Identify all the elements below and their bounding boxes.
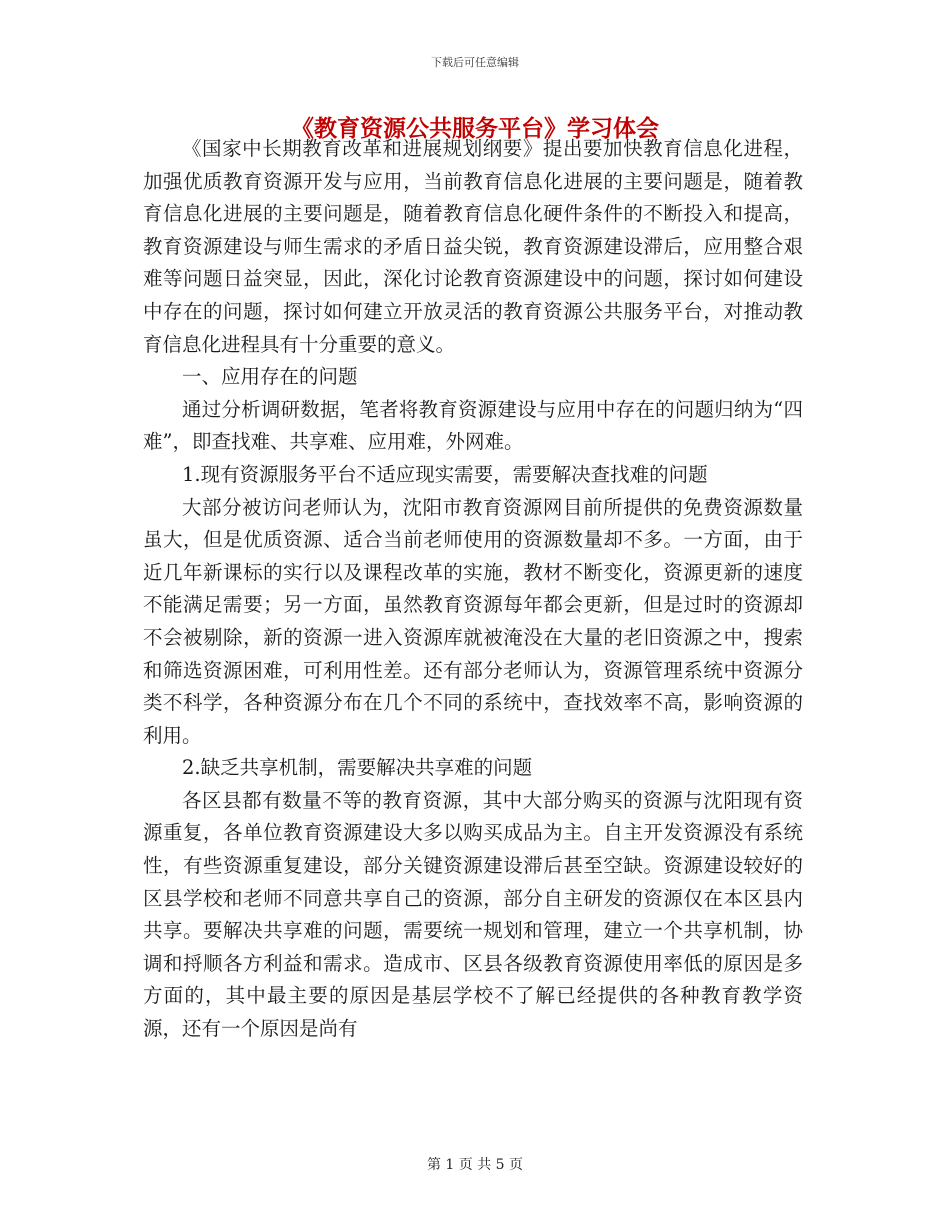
paragraph-four-difficulties: 通过分析调研数据，笔者将教育资源建设与应用中存在的问题归纳为“四难”，即查找难、共享难、应用难，外网难。 [143,397,803,454]
document-title: 《教育资源公共服务平台》学习体会 [291,115,659,142]
paragraph-sharing-difficulty: 各区县都有数量不等的教育资源，其中大部分购买的资源与沈阳现有资源重复，各单位教育资源建设大多以购买成品为主。自主开发资源没有系统性，有些资源重复建设，部分关键资源建设滞后甚至空缺。资源建设较好的区县学校和老师不同意共享自己的资源，部分自主研发的资源仅在本区县内共享。要解决共享难的问题，需要统一规划和管理，建立一个共享机制，协调和捋顺各方利益和需求。造成市、区县各级教育资源使用率低的原因是多方面的，其中最主要的原因是基层学校不了解已经提供的各种教育教学资源，还有一个原因是尚有 [143,788,803,1041]
section-heading-problems: 一、应用存在的问题 [182,365,358,389]
paragraph-search-difficulty: 大部分被访问老师认为，沈阳市教育资源网目前所提供的免费资源数量虽大，但是优质资源、适合当前老师使用的资源数量却不多。一方面，由于近几年新课标的实行以及课程改革的实施，教材不断变化，资源更新的速度不能满足需要；另一方面，虽然教育资源每年都会更新，但是过时的资源却不会被剔除，新的资源一进入资源库就被淹没在大量的老旧资源之中，搜索和筛选资源困难，可利用性差。还有部分老师认为，资源管理系统中资源分类不科学，各种资源分布在几个不同的系统中，查找效率不高，影响资源的利用。 [143,495,803,747]
page-header-note: 下载后可任意编辑 [431,56,519,69]
page-number: 第 1 页 共 5 页 [426,1157,524,1173]
subheading-sharing-difficulty: 2.缺乏共享机制，需要解决共享难的问题 [182,756,533,780]
document-body [143,133,803,1046]
paragraph-intro: 《国家中长期教育改革和进展规划纲要》提出要加快教育信息化进程，加强优质教育资源开发与应用，当前教育信息化进展的主要问题是，随着教育信息化进展的主要问题是，随着教育信息化硬件条件的不断投入和提高，教育资源建设与师生需求的矛盾日益尖锐，教育资源建设滞后，应用整合艰难等问题日益突显，因此，深化讨论教育资源建设中的问题，探讨如何建设中存在的问题，探讨如何建立开放灵活的教育资源公共服务平台，对推动教育信息化进程具有十分重要的意义。 [143,137,803,356]
subheading-search-difficulty: 1.现有资源服务平台不适应现实需要，需要解决查找难的问题 [182,462,708,486]
